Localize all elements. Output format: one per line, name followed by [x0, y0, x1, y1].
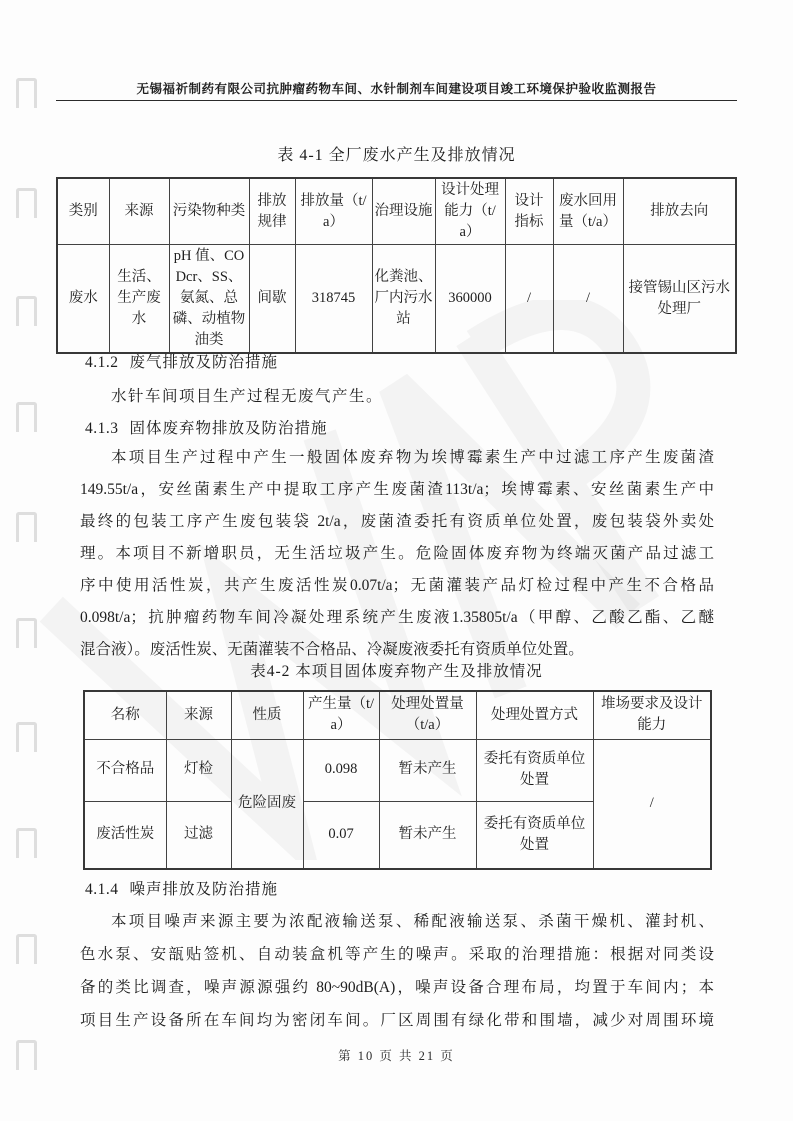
section-title: 噪声排放及防治措施 — [129, 881, 279, 898]
col-header: 设计指标 — [505, 178, 553, 245]
paragraph-4-1-3 — [80, 442, 714, 666]
col-header: 类别 — [57, 178, 109, 245]
paragraph-line: 理。本项目不新增职员，无生活垃圾产生。危险固体废弃物为终端灭菌产品过滤工 — [80, 545, 714, 562]
col-header: 废水回用量（t/a） — [553, 178, 623, 245]
section-title: 废气排放及防治措施 — [129, 354, 279, 371]
paragraph-line: 混合液）。废活性炭、无菌灌装不合格品、冷凝废液委托有资质单位处置。 — [80, 641, 584, 658]
cell-disposed: 暂未产生 — [379, 801, 476, 869]
section-number: 4.1.3 — [85, 420, 119, 437]
col-header: 来源 — [166, 691, 231, 739]
cell-source: 灯检 — [166, 739, 231, 801]
paragraph-line: 0.098t/a；抗肿瘤药物车间冷凝处理系统产生废液1.35805t/a（甲醇、乙酸乙酯、乙醚 — [80, 609, 714, 626]
paragraph-line: 项目生产设备所在车间均为密闭车间。厂区周围有绿化带和围墙，减少对周围环境 — [80, 1012, 714, 1029]
cell-facility: 化粪池、厂内污水站 — [372, 245, 435, 354]
cell-pollutants: pH 值、CODcr、SS、氨氮、总磷、动植物油类 — [169, 245, 249, 354]
table-4-1-title: 表 4-1 全厂废水产生及排放情况 — [277, 147, 516, 164]
cell-amount: 318745 — [295, 245, 372, 354]
cell-capacity: 360000 — [435, 245, 505, 354]
binding-mark-icon — [16, 618, 37, 648]
cell-method: 委托有资质单位处置 — [476, 739, 593, 801]
table-4-2-title: 表4-2 本项目固体废弃物产生及排放情况 — [250, 663, 543, 680]
cell-yard: / — [593, 739, 711, 869]
section-heading-4-1-4 — [85, 877, 278, 899]
col-header: 性质 — [231, 691, 303, 739]
page-header-title: 无锡福祈制药有限公司抗肿瘤药物车间、水针制剂车间建设项目竣工环境保护验收监测报告 — [136, 82, 657, 96]
table-4-1 — [56, 177, 737, 354]
col-header: 排放去向 — [623, 178, 736, 245]
col-header: 产生量（t/a） — [303, 691, 379, 739]
page-number: 第 10 页 共 21 页 — [338, 1049, 455, 1063]
section-heading-4-1-2 — [85, 350, 278, 372]
paragraph-line: 本项目生产过程中产生一般固体废弃物为埃博霉素生产中过滤工序产生废菌渣 — [111, 449, 714, 466]
binding-mark-icon — [16, 512, 37, 542]
cell-pattern: 间歇 — [249, 245, 295, 354]
col-header: 名称 — [84, 691, 166, 739]
paragraph-line: 149.55t/a，安丝菌素生产中提取工序产生废菌渣113t/a；埃博霉素、安丝菌素生产中 — [80, 481, 714, 498]
paragraph-4-1-4 — [80, 905, 714, 1037]
binding-mark-icon — [16, 188, 37, 218]
binding-mark-icon — [16, 296, 37, 326]
section-heading-4-1-3 — [85, 416, 328, 438]
col-header: 设计处理能力（t/a） — [435, 178, 505, 245]
cell-reuse: / — [553, 245, 623, 354]
cell-disposed: 暂未产生 — [379, 739, 476, 801]
cell-quantity: 0.07 — [303, 801, 379, 869]
paragraph-line: 序中使用活性炭，共产生废活性炭0.07t/a；无菌灌装产品灯检过程中产生不合格品 — [80, 577, 714, 594]
table-row — [57, 245, 736, 354]
binding-mark-icon — [16, 402, 37, 432]
cell-quantity: 0.098 — [303, 739, 379, 801]
paragraph-line: 最终的包装工序产生废包装袋 2t/a，废菌渣委托有资质单位处置，废包装袋外卖处 — [80, 513, 714, 530]
col-header: 处理处置量（t/a） — [379, 691, 476, 739]
cell-design-index: / — [505, 245, 553, 354]
cell-source: 生活、生产废水 — [109, 245, 169, 354]
binding-mark-icon — [16, 78, 37, 108]
cell-category: 废水 — [57, 245, 109, 354]
paragraph-line: 色水泵、安瓿贴签机、自动装盒机等产生的噪声。采取的治理措施：根据对同类设 — [80, 946, 714, 963]
cell-method: 委托有资质单位处置 — [476, 801, 593, 869]
cell-nature: 危险固废 — [231, 739, 303, 869]
cell-name: 废活性炭 — [84, 801, 166, 869]
table-4-2 — [83, 690, 712, 870]
section-number: 4.1.2 — [85, 354, 119, 371]
table-row — [57, 178, 736, 245]
cell-destination: 接管锡山区污水处理厂 — [623, 245, 736, 354]
col-header: 污染物种类 — [169, 178, 249, 245]
paragraph-line: 备的类比调查，噪声源源强约 80~90dB(A)，噪声设备合理布局，均置于车间内；本 — [80, 979, 714, 996]
table-row — [84, 691, 711, 739]
section-title: 固体废弃物排放及防治措施 — [129, 420, 328, 437]
paragraph-4-1-2: 水针车间项目生产过程无废气产生。 — [111, 388, 384, 405]
cell-source: 过滤 — [166, 801, 231, 869]
col-header: 处理处置方式 — [476, 691, 593, 739]
section-number: 4.1.4 — [85, 881, 119, 898]
binding-mark-icon — [16, 828, 37, 858]
paragraph-line: 本项目噪声来源主要为浓配液输送泵、稀配液输送泵、杀菌干燥机、灌封机、 — [111, 913, 714, 930]
header-rule — [56, 100, 737, 101]
binding-mark-icon — [16, 722, 37, 752]
col-header: 排放量（t/a） — [295, 178, 372, 245]
cell-name: 不合格品 — [84, 739, 166, 801]
col-header: 治理设施 — [372, 178, 435, 245]
col-header: 排放规律 — [249, 178, 295, 245]
col-header: 来源 — [109, 178, 169, 245]
table-row — [84, 739, 711, 801]
col-header: 堆场要求及设计能力 — [593, 691, 711, 739]
binding-mark-icon — [16, 934, 37, 964]
